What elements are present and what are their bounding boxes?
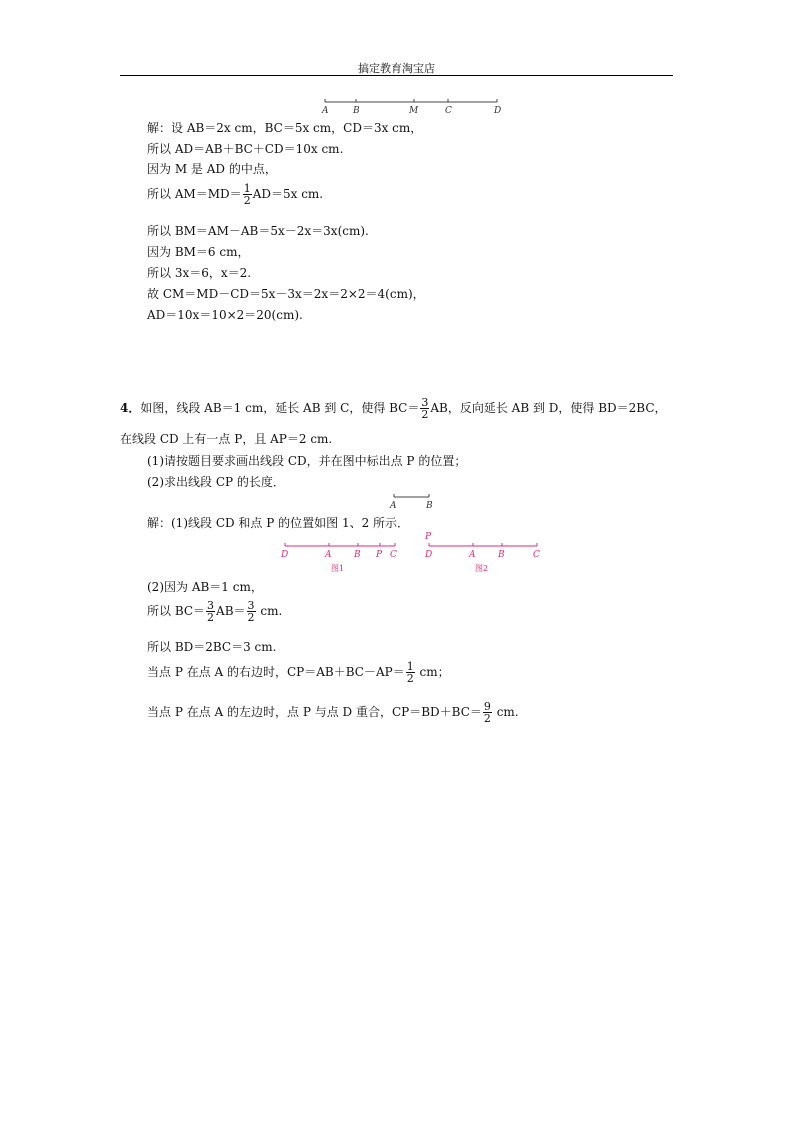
fraction [206,600,215,623]
text-segment: cm； [415,665,450,679]
problem-4-part-1: (1)请按题目要求画出线段 CD，并在图中标出点 P 的位置； [147,454,467,468]
fraction-numerator: 3 [207,599,215,612]
figure-segment-ab [385,491,445,513]
fraction-numerator: 9 [483,700,491,713]
figure-segment-abmcd [315,96,515,118]
text-segment: AB，反向延长 AB 到 D，使得 BD＝2BC， [430,401,667,415]
point-label-b: B [498,550,505,560]
point-label-d: D [281,550,289,560]
point-label-c: C [445,106,452,116]
answer-2-line-4 [147,661,450,684]
point-label-a: A [325,550,332,560]
figure-caption: 图1 [331,564,345,573]
problem-4-stem [120,397,667,420]
point-label-b: B [354,550,361,560]
point-label-b: B [353,106,360,116]
header-divider [120,75,673,76]
fraction-numerator: 3 [247,599,255,612]
point-label-c: C [533,550,540,560]
answer-2-line-1: (2)因为 AB＝1 cm， [147,580,263,594]
point-label-p: P [376,550,383,560]
fraction-denominator: 2 [243,194,251,207]
solution-line-3: 因为 M 是 AD 的中点， [147,162,277,176]
point-label-a: A [322,106,329,116]
problem-4-stem-cont: 在线段 CD 上有一点 P，且 AP＝2 cm. [120,432,333,446]
fraction-numerator: 1 [406,660,414,673]
fraction-numerator: 3 [421,396,429,409]
solution-line-5: 所以 BM＝AM－AB＝5x－2x＝3x(cm). [147,224,369,238]
text-segment: cm. [492,705,519,719]
fraction [483,701,492,724]
point-label-d: D [494,106,502,116]
fraction [243,183,252,206]
point-label-m: M [409,106,419,116]
solution-line-7: 所以 3x＝6，x＝2. [147,266,252,280]
text-segment: 当点 P 在点 A 的左边时，点 P 与点 D 重合，CP＝BD＋BC＝ [147,705,482,719]
solution-line-1: 解：设 AB＝2x cm，BC＝5x cm，CD＝3x cm， [147,121,423,135]
answer-part-1: 解：(1)线段 CD 和点 P 的位置如图 1、2 所示． [147,516,410,530]
fraction-denominator: 2 [247,611,255,624]
fraction-denominator: 2 [207,611,215,624]
page-header: 搞定教育淘宝店 [358,62,435,75]
point-label-b: B [426,501,433,511]
text-segment: cm. [256,604,283,618]
solution-line-4 [147,183,323,206]
fraction-denominator: 2 [483,712,491,725]
answer-2-line-3: 所以 BD＝2BC＝3 cm. [147,640,277,654]
text-segment: 如图，线段 AB＝1 cm，延长 AB 到 C，使得 BC＝ [140,401,420,415]
point-label-c: C [390,550,397,560]
problem-number: 4． [120,401,141,415]
fraction [420,397,429,420]
solution-line-8: 故 CM＝MD－CD＝5x－3x＝2x＝2×2＝4(cm)， [147,287,425,301]
fraction-numerator: 1 [243,182,251,195]
point-label-a: A [469,550,476,560]
answer-2-line-2 [147,600,282,623]
text-segment: 所以 AM＝MD＝ [147,187,242,201]
problem-4-part-2: (2)求出线段 CP 的长度． [147,475,285,489]
figure-1 [280,540,410,574]
text-segment: AD＝5x cm. [252,187,324,201]
text-segment: 所以 BC＝ [147,604,206,618]
figure-caption: 图2 [475,564,489,573]
text-segment: 当点 P 在点 A 的右边时，CP＝AB＋BC－AP＝ [147,665,405,679]
point-label-d: D [425,550,433,560]
figure-2 [424,530,554,574]
point-label-a: A [390,501,397,511]
solution-line-9: AD＝10x＝10×2＝20(cm). [147,308,303,322]
fraction-denominator: 2 [406,672,414,685]
point-label-p: P [425,532,432,542]
fraction [406,661,415,684]
solution-line-6: 因为 BM＝6 cm， [147,245,250,259]
text-segment: AB＝ [216,604,246,618]
fraction-denominator: 2 [421,408,429,421]
solution-line-2: 所以 AD＝AB＋BC＋CD＝10x cm. [147,142,344,156]
answer-2-line-5 [147,701,519,724]
fraction [247,600,256,623]
